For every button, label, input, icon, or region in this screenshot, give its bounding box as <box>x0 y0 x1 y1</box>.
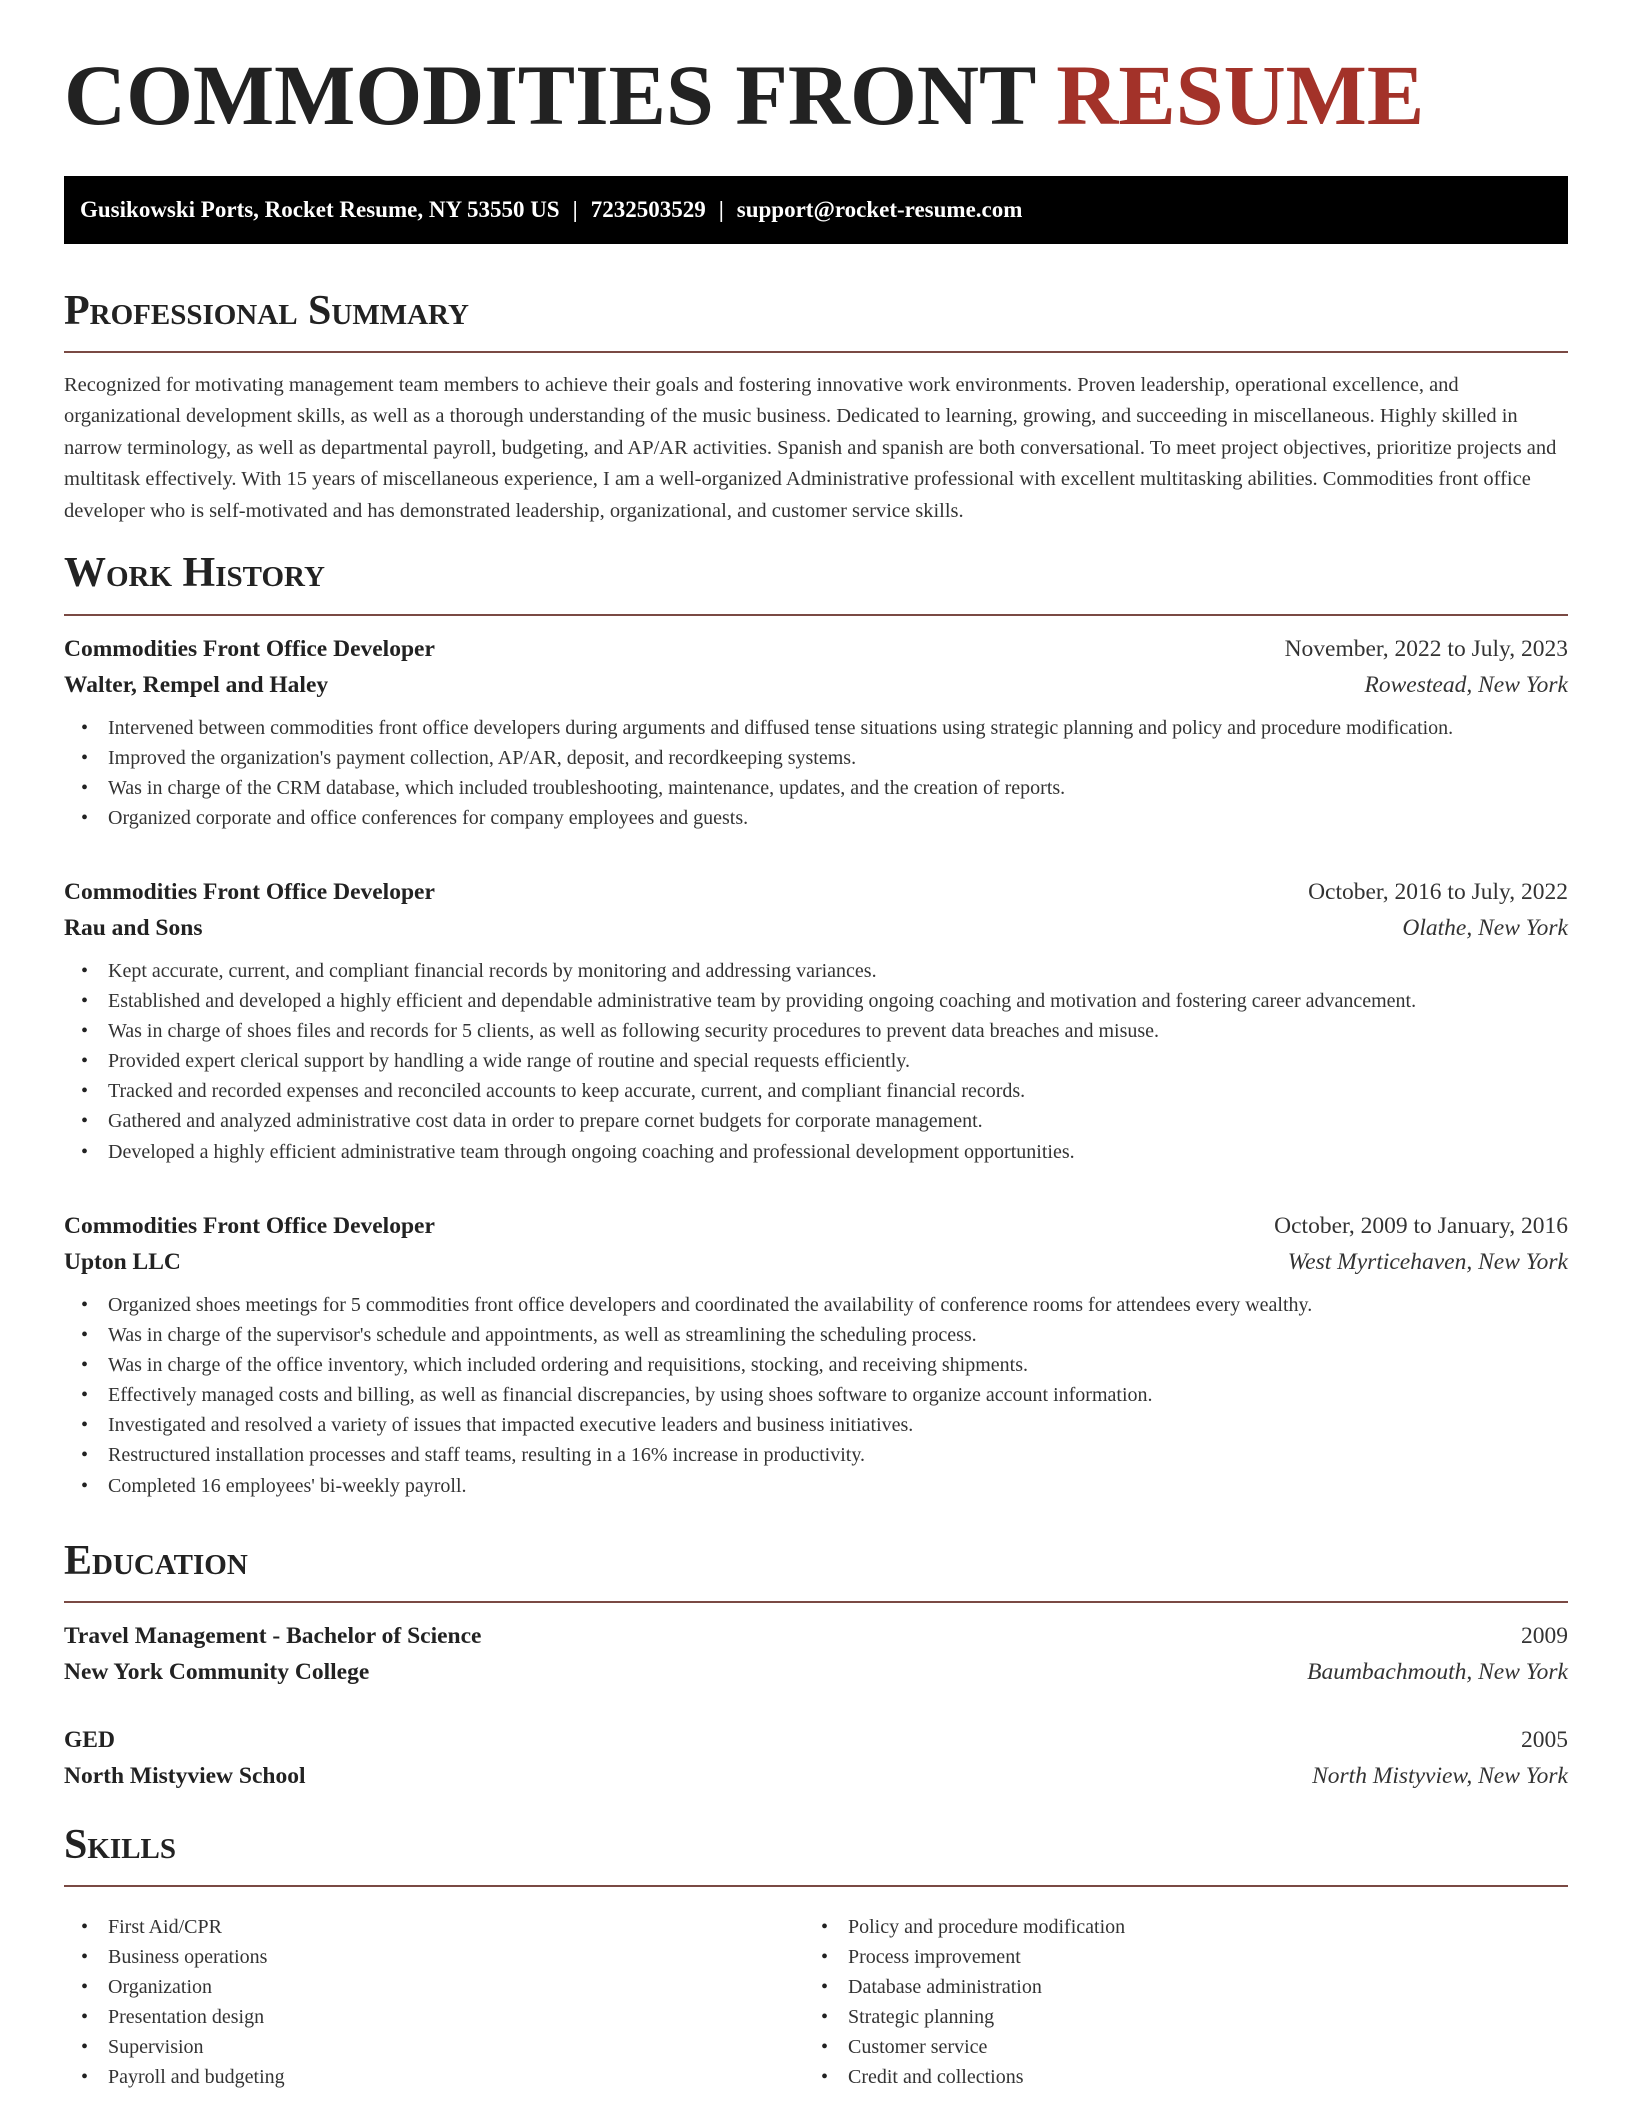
skill-item: • Customer service <box>804 2032 1504 2062</box>
job-dates: October, 2009 to January, 2016 <box>1274 1213 1568 1239</box>
education-school-row <box>64 1758 1568 1794</box>
summary-heading: Professional Summary <box>64 288 469 334</box>
section-divider <box>64 614 1568 616</box>
contact-email: support@rocket-resume.com <box>736 197 1023 222</box>
job-title: Commodities Front Office Developer <box>64 879 435 905</box>
skill-item: • Credit and collections <box>804 2062 1504 2092</box>
job-bullets <box>64 713 1568 833</box>
job-bullet: • Organized corporate and office conferences for company employees and guests. <box>64 803 1568 833</box>
job-company: Walter, Rempel and Haley <box>64 672 329 698</box>
contact-phone: 7232503529 <box>590 197 706 222</box>
job-bullet: • Organized shoes meetings for 5 commodities front office developers and coordinated the availability of conference rooms for attendees every wealthy. <box>64 1290 1568 1320</box>
education-degree: Travel Management - Bachelor of Science <box>64 1623 482 1649</box>
skill-item: • Database administration <box>804 1972 1504 2002</box>
skill-item: • First Aid/CPR <box>64 1912 764 1942</box>
skill-item: • Payroll and budgeting <box>64 2062 764 2092</box>
skill-item: • Process improvement <box>804 1942 1504 1972</box>
summary-text: Recognized for motivating management team members to achieve their goals and fostering innovative work environments. Proven leadership, operational excellence, and organizational development skills, as well as a thorough understanding of the music business. Dedicated to learning, growing, and succeeding in miscellaneous. Highly skilled in narrow terminology, as well as departmental payroll, budgeting, and AP/AR activities. Spanish and spanish are both conversational. To meet project objectives, prioritize projects and multitask effectively. With 15 years of miscellaneous experience, I am a well-organized Administrative professional with excellent multitasking abilities. Commodities front office developer who is self-motivated and has demonstrated leadership, organizational, and customer service skills. <box>64 374 1557 522</box>
job-company-row <box>64 1244 1568 1280</box>
education-year: 2009 <box>1521 1623 1568 1649</box>
job-title-row <box>64 631 1568 667</box>
job-bullets <box>64 956 1568 1167</box>
job-location: Olathe, New York <box>1402 915 1568 941</box>
job-company: Rau and Sons <box>64 915 203 941</box>
job-company-row <box>64 910 1568 946</box>
job-title-row <box>64 874 1568 910</box>
contact-separator: | <box>718 197 724 222</box>
education-entry <box>64 1618 1568 1690</box>
skills-list <box>804 1912 1504 2093</box>
job-entry <box>64 874 1568 1163</box>
job-company-row <box>64 667 1568 703</box>
job-bullet: • Was in charge of the supervisor's schedule and appointments, as well as streamlining the scheduling process. <box>64 1320 1568 1350</box>
education-location: North Mistyview, New York <box>1312 1763 1568 1789</box>
education-degree: GED <box>64 1727 115 1753</box>
job-bullet: • Improved the organization's payment collection, AP/AR, deposit, and recordkeeping systems. <box>64 743 1568 773</box>
skill-item: • Strategic planning <box>804 2002 1504 2032</box>
contact-separator: | <box>572 197 578 222</box>
contact-address: Gusikowski Ports, Rocket Resume, NY 53550 US <box>80 197 560 222</box>
skill-item: • Business operations <box>64 1942 764 1972</box>
job-dates: October, 2016 to July, 2022 <box>1308 879 1568 905</box>
title-accent: RESUME <box>1056 47 1425 143</box>
job-bullets <box>64 1290 1568 1501</box>
job-company: Upton LLC <box>64 1249 181 1275</box>
education-heading: Education <box>64 1538 248 1584</box>
skills-column-right <box>804 1912 1504 2093</box>
section-divider <box>64 1885 1568 1887</box>
job-entry <box>64 1208 1568 1497</box>
job-bullet: • Investigated and resolved a variety of issues that impacted executive leaders and business initiatives. <box>64 1410 1568 1440</box>
job-bullet: • Intervened between commodities front office developers during arguments and diffused tense situations using strategic planning and policy and procedure modification. <box>64 713 1568 743</box>
skill-item: • Policy and procedure modification <box>804 1912 1504 1942</box>
skill-item: • Presentation design <box>64 2002 764 2032</box>
education-location: Baumbachmouth, New York <box>1307 1659 1568 1685</box>
skills-column-left <box>64 1912 764 2093</box>
skill-item: • Organization <box>64 1972 764 2002</box>
job-bullet: • Was in charge of shoes files and records for 5 clients, as well as following security procedures to prevent data breaches and misuse. <box>64 1016 1568 1046</box>
contact-bar <box>64 176 1568 244</box>
job-bullet: • Kept accurate, current, and compliant financial records by monitoring and addressing variances. <box>64 956 1568 986</box>
job-bullet: • Effectively managed costs and billing, as well as financial discrepancies, by using shoes software to organize account information. <box>64 1380 1568 1410</box>
job-bullet: • Provided expert clerical support by handling a wide range of routine and special requests efficiently. <box>64 1046 1568 1076</box>
job-title: Commodities Front Office Developer <box>64 636 435 662</box>
job-bullet: • Completed 16 employees' bi-weekly payroll. <box>64 1471 1568 1501</box>
skills-heading: Skills <box>64 1822 177 1868</box>
section-divider <box>64 351 1568 353</box>
job-location: Rowestead, New York <box>1364 672 1568 698</box>
job-location: West Myrticehaven, New York <box>1287 1249 1568 1275</box>
education-school-row <box>64 1654 1568 1690</box>
skill-item: • Supervision <box>64 2032 764 2062</box>
job-bullet: • Established and developed a highly efficient and dependable administrative team by providing ongoing coaching and motivation and fostering career advancement. <box>64 986 1568 1016</box>
job-bullet: • Gathered and analyzed administrative cost data in order to prepare cornet budgets for corporate management. <box>64 1106 1568 1136</box>
resume-title <box>64 47 1425 143</box>
job-bullet: • Tracked and recorded expenses and reconciled accounts to keep accurate, current, and compliant financial records. <box>64 1076 1568 1106</box>
education-degree-row <box>64 1618 1568 1654</box>
job-bullet: • Was in charge of the CRM database, which included troubleshooting, maintenance, updates, and the creation of reports. <box>64 773 1568 803</box>
education-entry <box>64 1722 1568 1794</box>
job-bullet: • Restructured installation processes and staff teams, resulting in a 16% increase in productivity. <box>64 1440 1568 1470</box>
job-bullet: • Was in charge of the office inventory, which included ordering and requisitions, stocking, and receiving shipments. <box>64 1350 1568 1380</box>
education-school: North Mistyview School <box>64 1763 306 1789</box>
title-main: COMMODITIES FRONT <box>64 47 1035 143</box>
job-dates: November, 2022 to July, 2023 <box>1284 636 1568 662</box>
job-entry <box>64 631 1568 830</box>
skills-list <box>64 1912 764 2093</box>
work-history-heading: Work History <box>64 550 325 596</box>
section-divider <box>64 1601 1568 1603</box>
education-degree-row <box>64 1722 1568 1758</box>
education-year: 2005 <box>1521 1727 1568 1753</box>
job-title: Commodities Front Office Developer <box>64 1213 435 1239</box>
education-school: New York Community College <box>64 1659 370 1685</box>
job-title-row <box>64 1208 1568 1244</box>
job-bullet: • Developed a highly efficient administrative team through ongoing coaching and professional development opportunities. <box>64 1137 1568 1167</box>
